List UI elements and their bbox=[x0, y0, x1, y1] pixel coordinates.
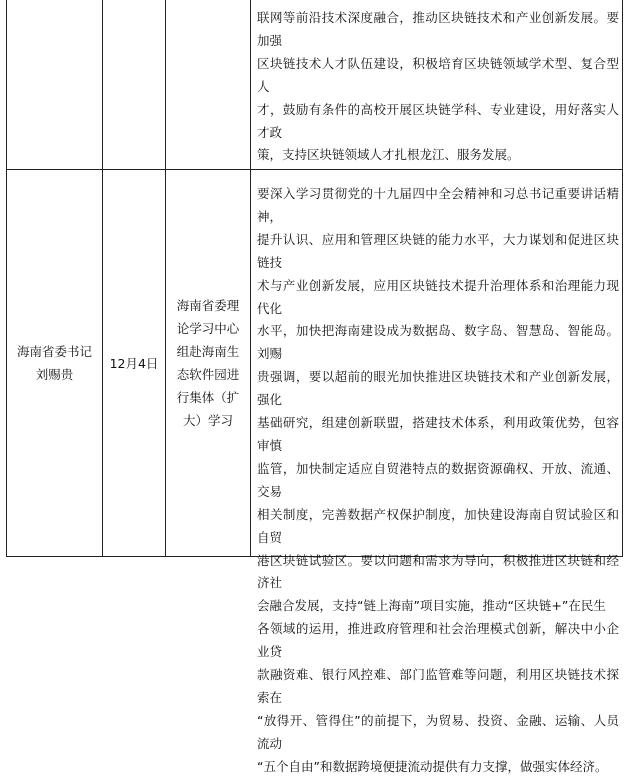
content-line: 区块链技术人才队伍建设，积极培育区块链领域学术型、复合型人 bbox=[257, 55, 619, 94]
content-line: 水平，加快把海南建设成为数据岛、数字岛、智慧岛、智能岛。刘赐 bbox=[257, 323, 619, 362]
event-line: 组赴海南生 bbox=[176, 344, 240, 359]
content-line: 会融合发展，支持“链上海南”项目实施，推动“区块链+”在民生 bbox=[257, 598, 606, 614]
content-line: 贵强调，要以超前的眼光加快推进区块链技术和产业创新发展，强化 bbox=[257, 369, 619, 408]
row2-person-cell bbox=[7, 170, 102, 556]
person-name: 刘赐贵 bbox=[35, 367, 74, 382]
content-line: 策，支持区块链领域人才扎根龙江、服务发展。 bbox=[257, 147, 520, 163]
row2-date-cell bbox=[103, 170, 165, 556]
row1-content-cell bbox=[257, 7, 619, 167]
column-divider-3 bbox=[250, 0, 251, 557]
content-line: 提升认识、应用和管理区块链的能力水平，大力谋划和促进区块链技 bbox=[257, 231, 619, 270]
content-line: 款融资难、银行风控难、部门监管难等问题，利用区块链技术探索在 bbox=[257, 667, 619, 705]
content-line: 要深入学习贯彻党的十九届四中全会精神和习总书记重要讲话精神， bbox=[257, 186, 619, 224]
event-line: 论学习中心 bbox=[176, 321, 240, 336]
date-text: 12月4日 bbox=[109, 355, 159, 371]
content-line: 联网等前沿技术深度融合，推动区块链技术和产业创新发展。要加强 bbox=[257, 10, 619, 48]
event-line: 大）学习 bbox=[182, 413, 233, 428]
event-line: 态软件园进 bbox=[176, 367, 240, 382]
content-line: 基础研究，组建创新联盟，搭建技术体系，利用政策优势，包容审慎 bbox=[257, 415, 619, 453]
event-line: 行集体（扩 bbox=[176, 390, 240, 405]
content-line: 监管，加快制定适应自贸港特点的数据资源确权、开放、流通、交易 bbox=[257, 460, 619, 499]
content-line: 才，鼓励有条件的高校开展区块链学科、专业建设，用好落实人才政 bbox=[257, 101, 619, 140]
person-title: 海南省委书记 bbox=[16, 344, 92, 359]
row2-event-cell bbox=[166, 170, 250, 556]
content-line: 各领域的运用，推进政府管理和社会治理模式创新，解决中小企业贷 bbox=[257, 621, 619, 660]
content-line: 港区块链试验区。要以问题和需求为导向，积极推进区块链和经济社 bbox=[257, 552, 619, 591]
content-line: “五个自由”和数据跨境便捷流动提供有力支撑，做强实体经济。 bbox=[257, 758, 608, 774]
content-line: 相关制度，完善数据产权保护制度，加快建设海南自贸试验区和自贸 bbox=[257, 506, 619, 545]
content-line: 术与产业创新发展，应用区块链技术提升治理体系和治理能力现代化 bbox=[257, 277, 619, 316]
row2-content-cell bbox=[257, 183, 619, 779]
table-right-border bbox=[622, 0, 623, 557]
content-line: “放得开、管得住”的前提下，为贸易、投资、金融、运输、人员流动 bbox=[257, 712, 619, 751]
event-line: 海南省委理 bbox=[176, 298, 240, 313]
